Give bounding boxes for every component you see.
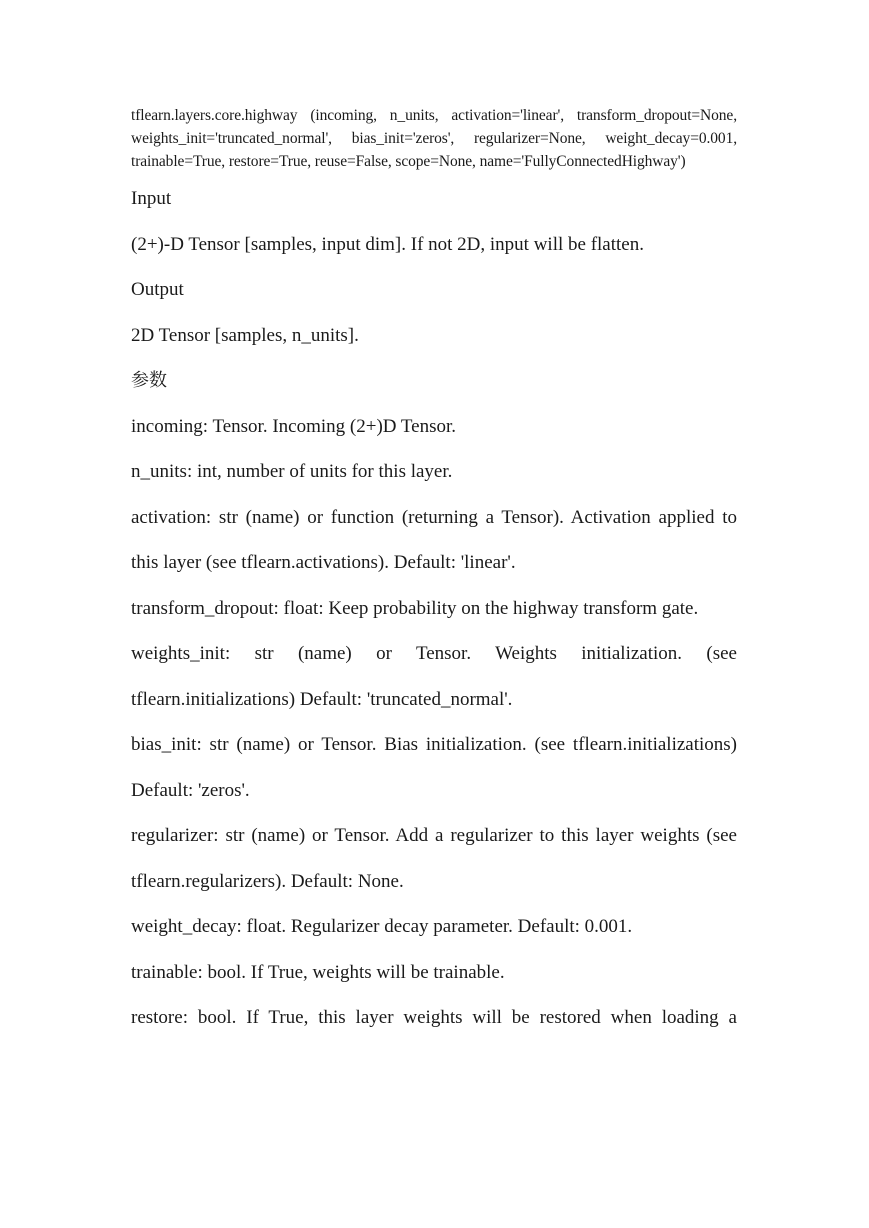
param-incoming: incoming: Tensor. Incoming (2+)D Tensor. (131, 415, 457, 437)
param-n-units: n_units: int, number of units for this layer. (131, 461, 453, 482)
param-trainable: trainable: bool. If True, weights will be trainable. (131, 961, 505, 983)
param-restore: restore: bool. If True, this layer weights will be restored when loading a (131, 1007, 737, 1028)
document-page (131, 104, 737, 1041)
param-weights-init: weights_init: str (name) or Tensor. Weights initialization. (see tflearn.initializations) Default: 'truncated_normal'. (131, 643, 737, 710)
function-signature: tflearn.layers.core.highway (incoming, n_units, activation='linear', transform_dropout=None, weights_init='truncated_normal', bias_init='zeros', regularizer=None, weight_decay=0.001, trainable=True, restore=True, reuse=False, scope=None, name='FullyConnectedHighway') (131, 107, 737, 170)
input-description: (2+)-D Tensor [samples, input dim]. If not 2D, input will be flatten. (131, 233, 644, 255)
param-regularizer: regularizer: str (name) or Tensor. Add a regularizer to this layer weights (see tflearn.regularizers). Default: None. (131, 825, 737, 892)
param-activation: activation: str (name) or function (returning a Tensor). Activation applied to this layer (see tflearn.activations). Default: 'linear'. (131, 506, 737, 573)
output-heading: Output (131, 279, 184, 300)
output-description: 2D Tensor [samples, n_units]. (131, 324, 359, 346)
param-transform-dropout: transform_dropout: float: Keep probability on the highway transform gate. (131, 597, 699, 619)
param-bias-init: bias_init: str (name) or Tensor. Bias initialization. (see tflearn.initializations) Default: 'zeros'. (131, 734, 737, 801)
param-weight-decay: weight_decay: float. Regularizer decay parameter. Default: 0.001. (131, 916, 633, 937)
input-heading: Input (131, 188, 172, 209)
params-heading: 参数 (131, 370, 167, 391)
